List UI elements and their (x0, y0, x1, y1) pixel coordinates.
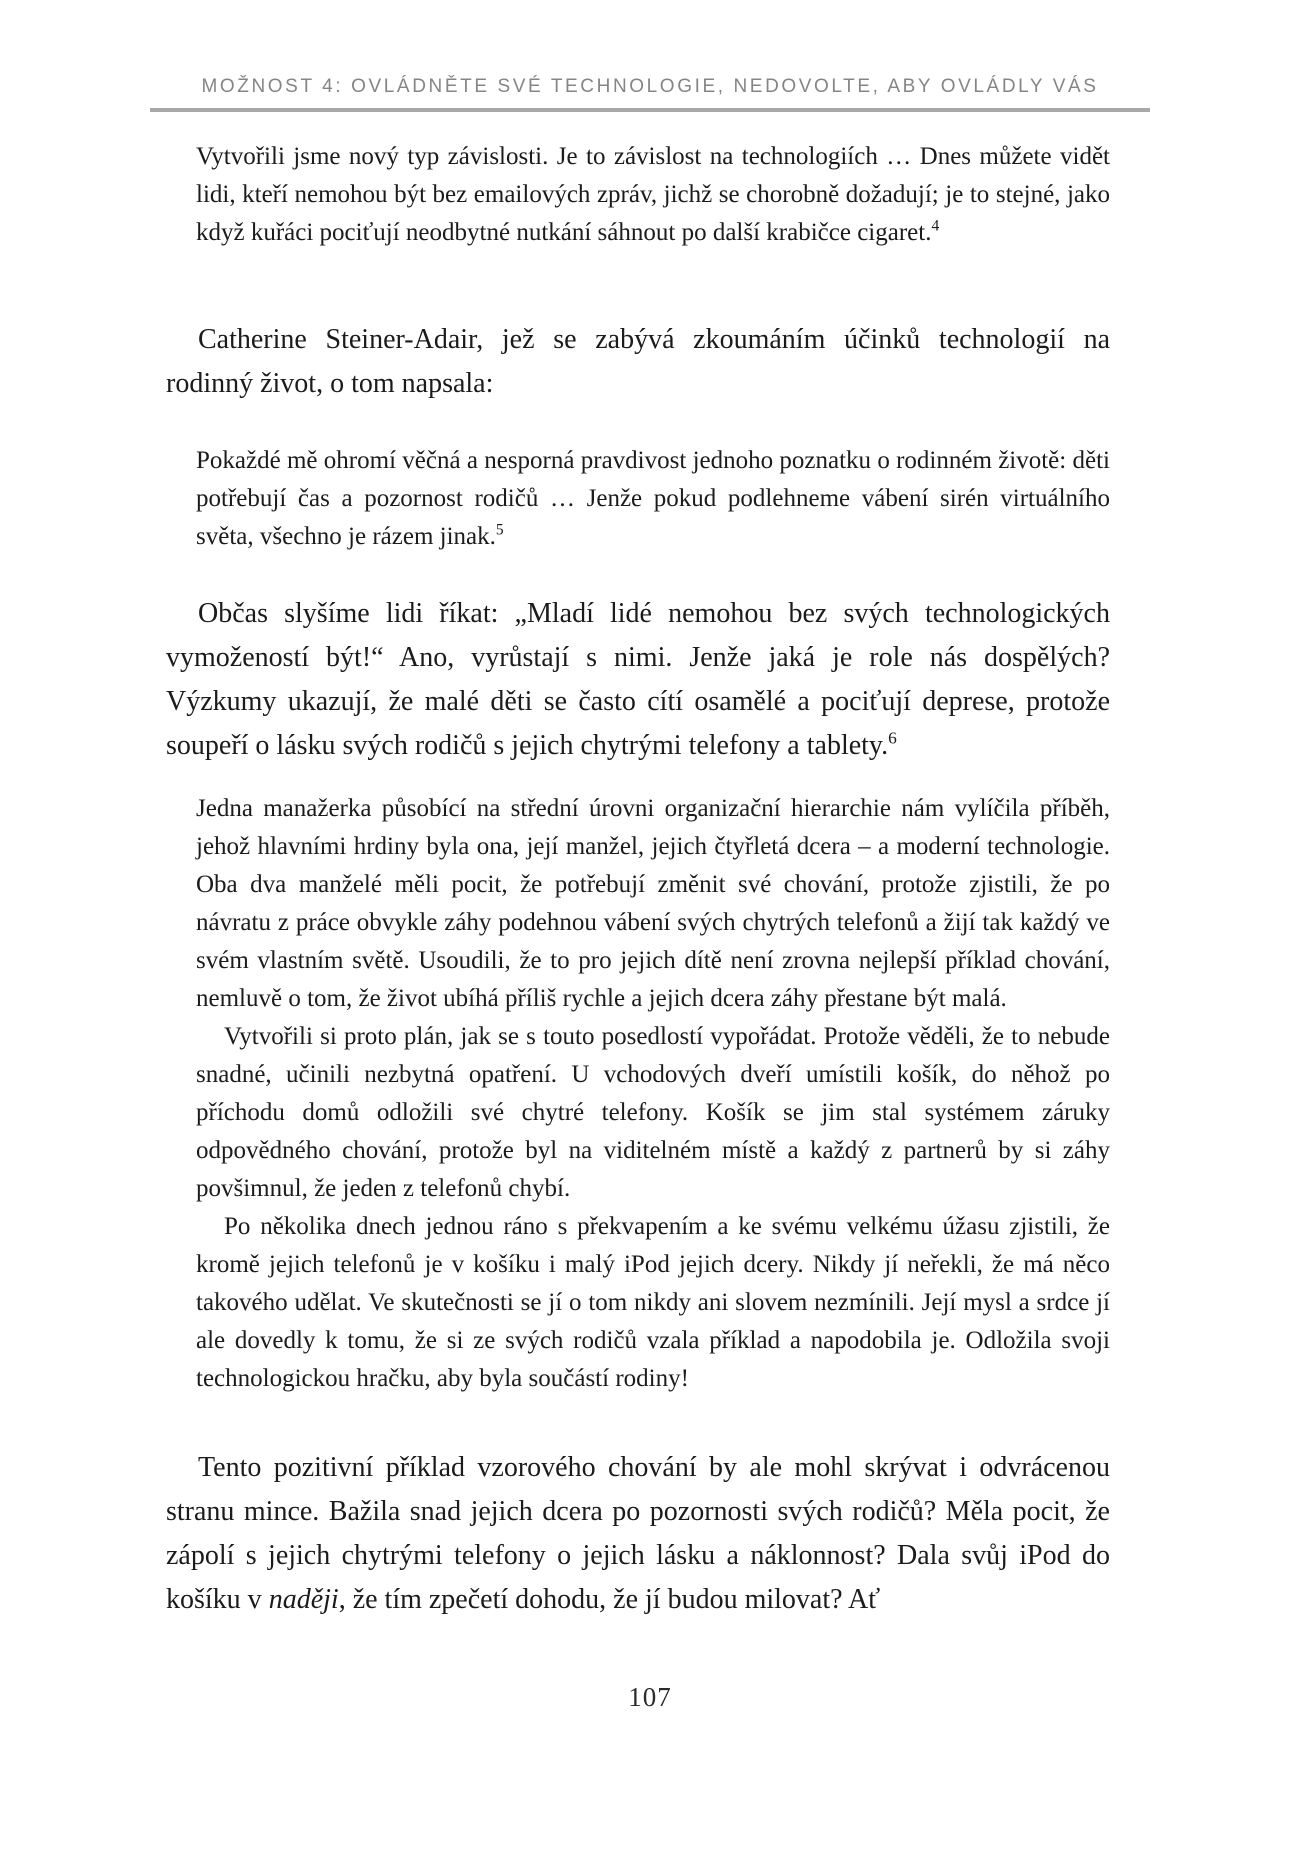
page-number: 107 (628, 1682, 672, 1712)
page-footer (150, 1682, 1150, 1713)
para2-text: Občas slyšíme lidi říkat: „Mladí lidé nemohou bez svých technologických vymožeností být!“ Ano, vyrůstají s nimi. Jenže jaká je role nás dospělých? Výzkumy ukazují, že malé děti se často cítí osamělé a pociťují deprese, protože soupeří o lásku svých rodičů s jejich chytrými telefony a tablety. (166, 598, 1110, 761)
paragraph-conclusion (166, 1446, 1110, 1622)
quote1-text: Vytvořili jsme nový typ závislosti. Je to závislost na technologiích … Dnes můžete vidět lidi, kteří nemohou být bez emailových zpráv, jichž se chorobně dožadují; je to stejné, jako když kuřáci pociťují neodbytné nutkání sáhnout po další krabičce cigaret. (196, 143, 1110, 246)
quote3-paragraph-3: Po několika dnech jednou ráno s překvapením a ke svému velkému úžasu zjistili, že kromě jejich telefonů je v košíku i malý iPod jejich dcery. Nikdy jí neřekli, že má něco takového udělat. Ve skutečnosti se jí o tom nikdy ani slovem nezmínili. Její mysl a srdce jí ale dovedly k tomu, že si ze svých rodičů vzala příklad a napodobila je. Odložila svoji technologickou hračku, aby byla součástí rodiny! (196, 1213, 1110, 1392)
footnote-ref-5: 5 (495, 521, 504, 539)
running-header: MOŽNOST 4: OVLÁDNĚTE SVÉ TECHNOLOGIE, NEDOVOLTE, ABY OVLÁDLY VÁS (201, 76, 1099, 97)
content-column (150, 0, 1150, 1713)
para3-text-after: , že tím zpečetí dohodu, že jí budou milovat? Ať (338, 1584, 881, 1615)
para3-text-before: Tento pozitivní příklad vzorového chování by ale mohl skrývat i odvrácenou stranu mince. Bažila snad jejich dcera po pozornosti svých rodičů? Měla pocit, že zápolí s jejich chytrými telefony o jejich lásku a náklonnost? Dala svůj iPod do košíku v (166, 1452, 1110, 1615)
blockquote-manager-story (196, 790, 1110, 1398)
para3-italic-word: naději (268, 1584, 339, 1615)
blockquote-text (196, 442, 1110, 556)
paragraph-young-people (166, 592, 1110, 768)
blockquote-text (196, 138, 1110, 252)
page-header (150, 0, 1150, 112)
quote2-text: Pokaždé mě ohromí věčná a nesporná pravdivost jednoho poznatku o rodinném životě: děti potřebují čas a pozornost rodičů … Jenže pokud podlehneme vábení sirén virtuálního světa, všechno je rázem jinak. (196, 447, 1110, 550)
blockquote-family-life (196, 442, 1110, 556)
blockquote-addiction (196, 138, 1110, 252)
paragraph-catherine-intro: Catherine Steiner-Adair, jež se zabývá zkoumáním účinků technologií na rodinný život, o tom napsala: (166, 324, 1110, 399)
footnote-ref-6: 6 (888, 728, 897, 748)
quote3-paragraph-2: Vytvořili si proto plán, jak se s touto posedlostí vypořádat. Protože věděli, že to nebude snadné, učinili nezbytná opatření. U vchodových dveří umístili košík, do něhož po příchodu domů odložili své chytré telefony. Košík se jim stal systémem záruky odpovědného chování, protože byl na viditelném místě a každý z partnerů by si záhy povšimnul, že jeden z telefonů chybí. (196, 1023, 1110, 1202)
quote3-paragraph-1: Jedna manažerka působící na střední úrovni organizační hierarchie nám vylíčila příběh, jehož hlavními hrdiny byla ona, její manžel, jejich čtyřletá dcera – a moderní technologie. Oba dva manželé měli pocit, že potřebují změnit své chování, protože zjistili, že po návratu z práce obvykle záhy podehnou vábení svých chytrých telefonů a žijí tak každý ve svém vlastním světě. Usoudili, že to pro jejich dítě není zrovna nejlepší příklad chování, nemluvě o tom, že život ubíhá příliš rychle a jejich dcera záhy přestane být malá. (196, 795, 1110, 1012)
header-rule (150, 108, 1150, 112)
footnote-ref-4: 4 (931, 217, 940, 235)
page-body (150, 138, 1150, 1622)
